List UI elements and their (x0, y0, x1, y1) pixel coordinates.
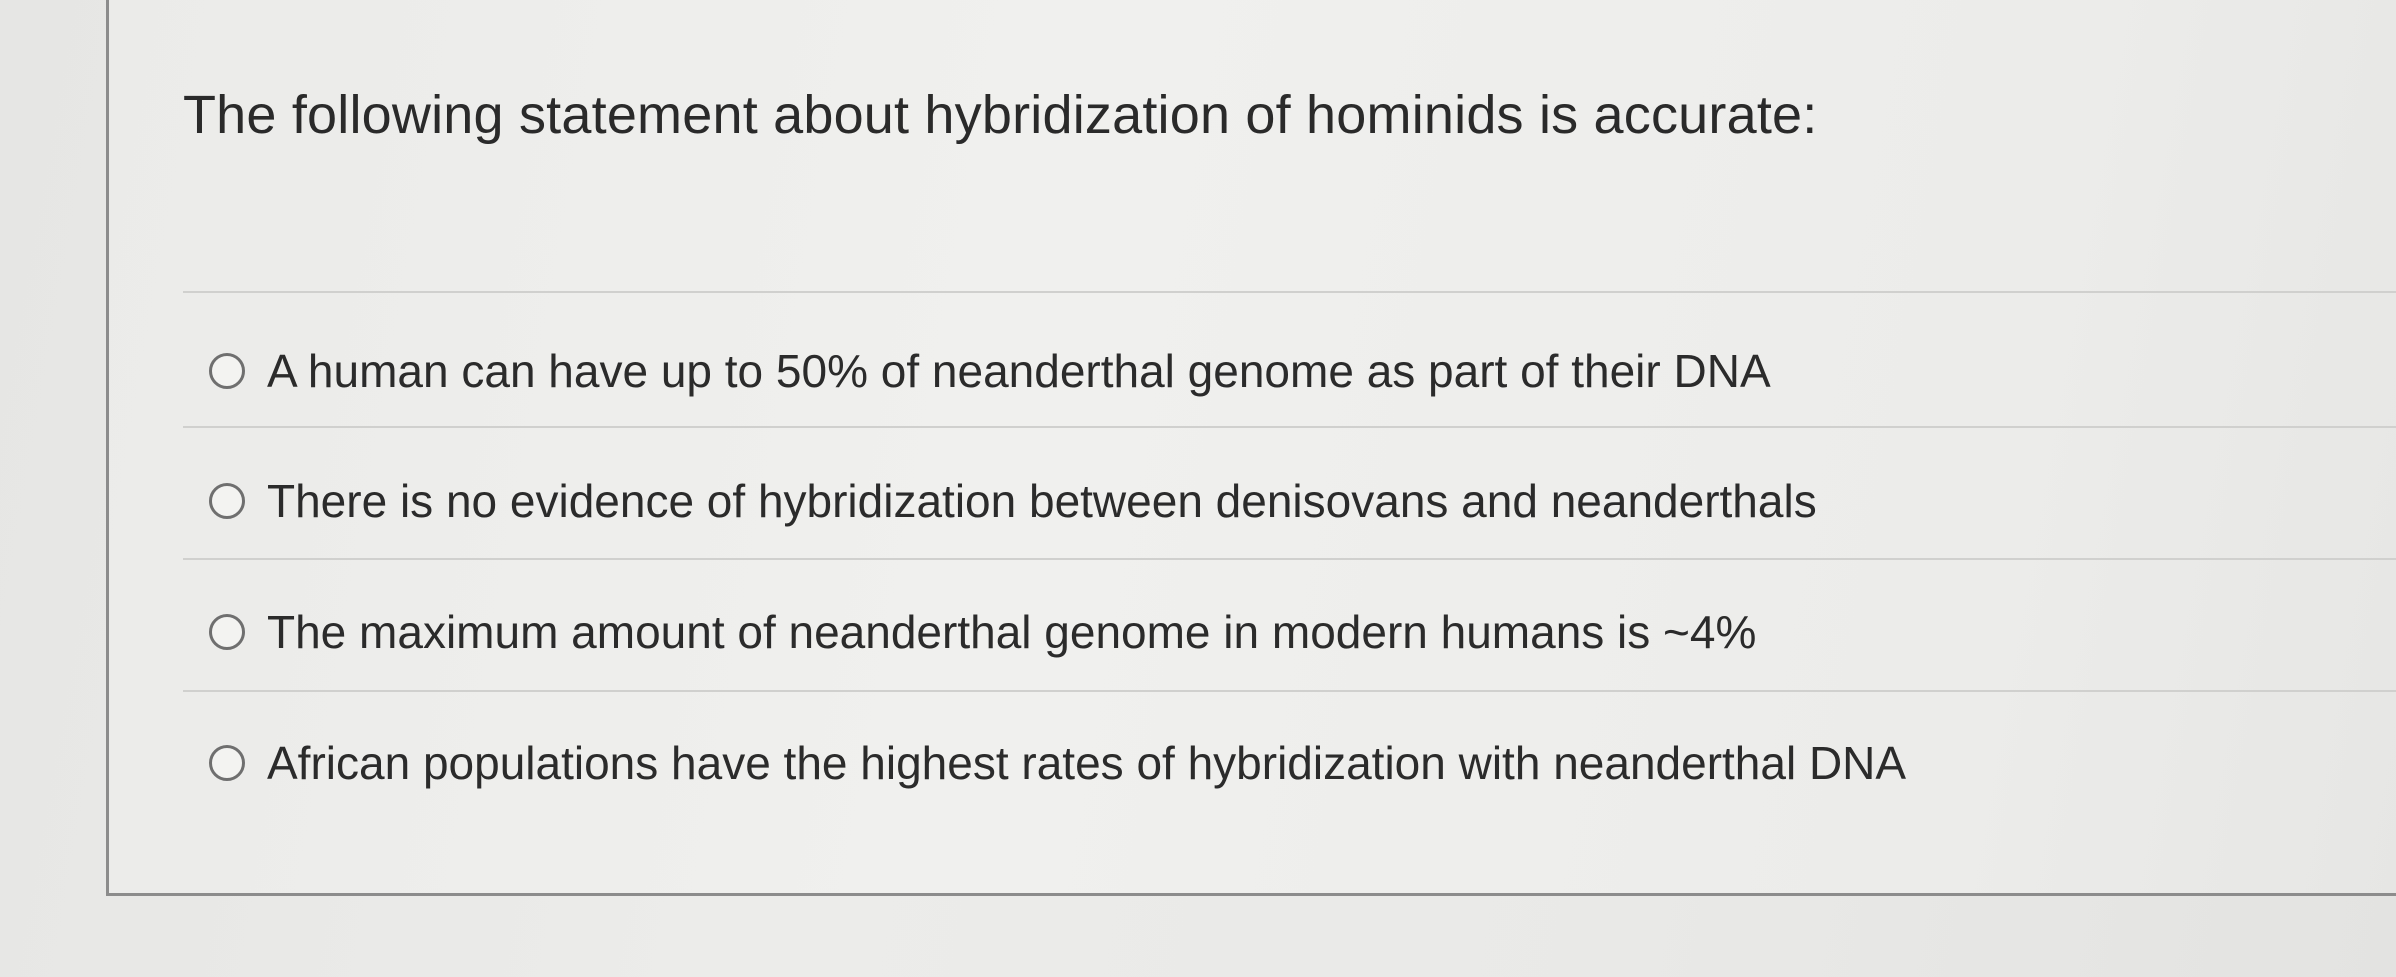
radio-button-4[interactable] (209, 745, 245, 781)
answer-label-2: There is no evidence of hybridization between denisovans and neanderthals (267, 475, 1817, 527)
answer-option-1[interactable] (183, 306, 2396, 436)
question-text: The following statement about hybridization of hominids is accurate: (183, 85, 1818, 145)
radio-button-3[interactable] (209, 614, 245, 650)
divider (183, 690, 2396, 692)
radio-button-1[interactable] (209, 353, 245, 389)
answer-label-1: A human can have up to 50% of neanderthal genome as part of their DNA (267, 345, 1771, 397)
answer-option-2[interactable] (183, 436, 2396, 566)
answer-option-3[interactable] (183, 567, 2396, 697)
answer-label-4: African populations have the highest rates of hybridization with neanderthal DNA (267, 737, 1907, 789)
radio-button-2[interactable] (209, 483, 245, 519)
divider (183, 291, 2396, 293)
answer-label-3: The maximum amount of neanderthal genome in modern humans is ~4% (267, 606, 1757, 658)
answer-option-4[interactable] (183, 698, 2396, 828)
divider (183, 426, 2396, 428)
divider (183, 558, 2396, 560)
question-card (106, 0, 2396, 896)
